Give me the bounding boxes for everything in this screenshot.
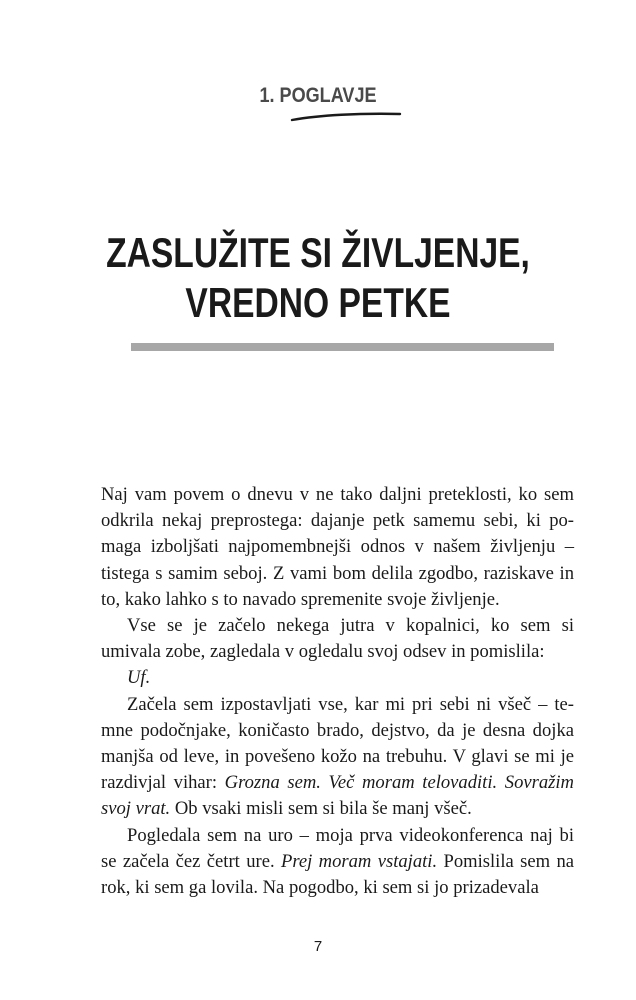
chapter-title-line-1: ZASLUŽITE SI ŽIVLJENJE,	[106, 229, 530, 276]
chapter-underline	[290, 111, 402, 123]
title-divider	[131, 343, 554, 351]
paragraph-3	[101, 665, 574, 691]
paragraph-3-italic: Uf.	[127, 667, 151, 689]
paragraph-4-text-b: Ob vsaki misli sem si bila še manj všeč.	[170, 798, 472, 820]
paragraph-2: Vse se je začelo nekega jutra v kopalnici, ko sem si umivala zobe, zagledala v ogledalu svoj odsev in pomislila:	[101, 615, 574, 663]
paragraph-5-text-a: Pogledala sem na uro – moja prva videokonferenca naj bi se začela čez četrt ure.	[101, 824, 574, 872]
chapter-title	[64, 228, 573, 328]
paragraph-5-italic: Prej moram vstajati.	[280, 850, 438, 872]
page-number: 7	[313, 938, 323, 955]
chapter-title-line-2: VREDNO PETKE	[185, 279, 451, 326]
paragraph-4-italic: Grozna sem. Več moram telovaditi. Sovražim svoj vrat.	[101, 772, 574, 820]
chapter-label: 1. POGLAVJE	[259, 84, 377, 107]
paragraph-4-text-a: Začela sem izpostavljati vse, kar mi pri sebi ni všeč – temne podočnjake, koničasto brado, dejstvo, da je desna dojka manjša od leve, in povešeno kožo na trebuhu. V glavi se mi je razdivjal vihar:	[101, 693, 574, 794]
paragraph-5-text-b: Pomislila sem na rok, ki sem ga lovila. Na pogodbo, ki sem si jo prizadevala	[101, 850, 574, 899]
paragraph-5	[101, 823, 574, 902]
body-text	[101, 482, 574, 901]
paragraph-1: Naj vam povem o dnevu v ne tako daljni preteklosti, ko sem odkrila nekaj preprostega: dajanje petk samemu sebi, ki pomaga izboljšati najpomembnejši odnos v našem življenju – tistega s samim seboj. Z vami bom delila zgodbo, raziskave in to, kako lahko s to navado spremenite svoje življenje.	[101, 484, 574, 610]
paragraph-4	[101, 692, 574, 823]
